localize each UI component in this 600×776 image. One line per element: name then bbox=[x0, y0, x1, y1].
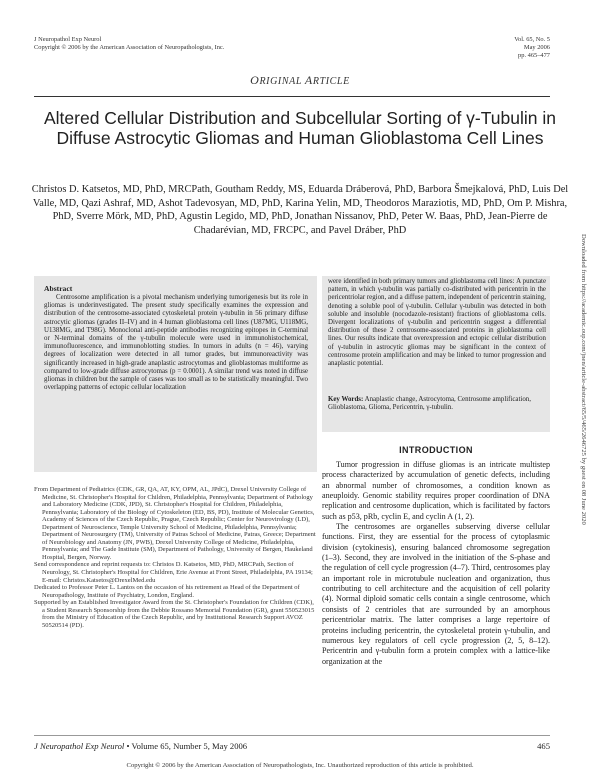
header-copyright: Copyright © 2006 by the American Association of Neuropathologists, Inc. bbox=[34, 44, 225, 51]
affiliations-footnote bbox=[34, 486, 317, 629]
footer-rule bbox=[34, 735, 550, 736]
intro-paragraph-1: Tumor progression in diffuse gliomas is an intricate multistep process characterized by accumulation of genetic defects, including an abnormal number of chromosomes, a condition known as aneuploidy. Genomic stability requires proper coordination of DNA replication and centrosome duplication, which is facilitated by factors such as p53, pRb, cyclin E, and cyclin A (1, 2). bbox=[322, 460, 550, 521]
author-list: Christos D. Katsetos, MD, PhD, MRCPath, Goutham Reddy, MS, Eduarda Dráberová, PhD, Barbora Šmejkalová, PhD, Luis Del Valle, MD, Qazi Ashraf, MD, Ashot Tadevosyan, MD, PhD, Karina Yelin, MD, Theodoros Maraziotis, MD, PhD, Om P. Mishra, PhD, Sverre Mörk, MD, PhD, Agustin Legido, MD, PhD, Jonathan Nissanov, PhD, Peter W. Baas, PhD, Jean-Pierre de Chadarévian, MD, FRCPC, and Pavel Dráber, PhD bbox=[31, 184, 569, 236]
journal-abbrev: J Neuropathol Exp Neurol bbox=[34, 36, 102, 43]
footer-issue: • Volume 65, Number 5, May 2006 bbox=[126, 741, 248, 751]
article-title: Altered Cellular Distribution and Subcellular Sorting of γ-Tubulin in Diffuse Astrocytic Gliomas and Human Glioblastoma Cell Lines bbox=[44, 108, 556, 148]
abstract-text-right: were identified in both primary tumors and glioblastoma cell lines: A punctate pattern, in which γ-tubulin was partially co-distributed with pericentrin in the pericentriolar region, and a diffuse pattern, independent of pericentrin staining, denoting a soluble pool of γ-tubulin. Cellular γ-tubulin was detected in both soluble and insoluble (nocodazole-resistant) fractions of glioblastoma cells. Divergent localizations of γ-tubulin and pericentrin suggest a differential distribution of these 2 centrosome-associated proteins in glioblastoma cell lines. Our results indicate that overexpression and ectopic cellular distribution of γ-tubulin in astrocytic gliomas may be significant in the context of centrosome protein amplification and may be linked to tumor progression and anaplastic potential. bbox=[328, 278, 546, 368]
volume-issue: Vol. 65, No. 5 bbox=[514, 36, 550, 43]
footer-copyright: Copyright © 2006 by the American Association of Neuropathologists, Inc. Unauthorized reproduction of this article is prohibited. bbox=[126, 762, 474, 769]
running-header-right bbox=[514, 36, 550, 60]
introduction-heading: INTRODUCTION bbox=[399, 445, 473, 455]
introduction-body bbox=[322, 460, 550, 667]
footer-journal bbox=[34, 741, 247, 751]
issue-date: May 2006 bbox=[523, 44, 550, 51]
page-range: pp. 465–477 bbox=[518, 52, 550, 59]
abstract-box-right bbox=[322, 276, 550, 432]
running-header-left bbox=[34, 36, 224, 52]
correspondence-note: Send correspondence and reprint requests to: Christos D. Katsetos, MD, PhD, MRCPath, Section of Neurology, St. Christopher's Hospital for Children, Erie Avenue at Front Street, Philadelphia, PA 19134; E-mail: Christos.Katsetos@DrexelMed.edu bbox=[34, 561, 313, 584]
dedication-note: Dedicated to Professor Peter L. Lantos on the occasion of his retirement as Head of the Department of Neuropathology, Institute of Psychiatry, London, England. bbox=[34, 584, 300, 599]
footer-journal-name: J Neuropathol Exp Neurol bbox=[34, 741, 125, 751]
article-type bbox=[0, 73, 600, 88]
keywords-list: Anaplastic change, Astrocytoma, Centrosome amplification, Glioblastoma, Glioma, Pericentrin, γ-tubulin. bbox=[328, 396, 531, 412]
header-rule bbox=[34, 96, 550, 97]
affiliation-departments: From Department of Pediatrics (CDK, GR, QA, AT, KY, OPM, AL, JPdC), Drexel University College of Medicine, St. Christopher's Hospital for Children, Philadelphia, Pennsylvania; Department of Pathology and Laboratory Medicine (CDK, JPD), St. Christopher's Hospital for Children, Philadelphia, Pennsylvania; Laboratory of the Biology of Cytoskeleton (ED, BS, PD), Institute of Molecular Genetics, Academy of Sciences of the Czech Republic, Prague, Czech Republic; Center for Neurovirology (LD), Department of Neuroscience, Temple University School of Medicine, Philadelphia, Pennsylvania; Department of Neurosurgery (TM), University of Patras School of Medicine, Patras, Greece; Department of Neurobiology and Anatomy (JN, PWB), Drexel University College of Medicine, Philadelphia, Pennsylvania; and The Gade Institute (SM), Department of Pathology, University of Bergen, Haukeland Hospital, Bergen, Norway. bbox=[34, 486, 316, 561]
abstract-heading: Abstract bbox=[44, 284, 73, 293]
download-watermark: Downloaded from https://academic.oup.com/jnen/article-abstract/65/5/465/2646725 by guest on 08 June 2020 bbox=[580, 234, 587, 525]
intro-paragraph-2: The centrosomes are organelles subserving diverse cellular functions. First, they are essential for the process of cytoplasmic division (cytokinesis), ensuring balanced chromosome segregation (1–3). Second, they are involved in the initiation of the S-phase and the regulation of cell cycle progression (4–7). Third, centrosomes play an important role in microtubule nucleation and organization, thus contributing to cell architecture and the acquisition of cell polarity (4). Normal diploid somatic cells contain a single centrosome, which consists of 2 centrioles that are surrounded by an amorphous pericentriolar matrix. The latter comprises a large repertoire of proteins including pericentrin, the cytoskeletal protein γ-tubulin, and numerous key regulators of cell cycle progression (2, 5, 8–12). Pericentrin and γ-tubulin form a protein complex with a lattice-like organization at the bbox=[322, 522, 550, 666]
abstract-box-left bbox=[34, 276, 317, 472]
article-type-label: ORIGINAL ARTICLE bbox=[250, 73, 350, 87]
keywords bbox=[328, 396, 546, 412]
funding-note: Supported by an Established Investigator Award from the St. Christopher's Foundation for Children (CDK), a Student Research Sponsorship from the Debbie Rossano Memorial Foundation (GR), grant 550523015 from the Ministry of Education of the Czech Republic, and by Institutional Research Support AVOZ 50520514 (PD). bbox=[34, 599, 315, 629]
page-number: 465 bbox=[537, 741, 550, 751]
abstract-text-left: Centrosome amplification is a pivotal mechanism underlying tumorigenesis but its role in gliomas is underinvestigated. The present study specifically examines the expression and distribution of the centrosome-associated cytoskeletal protein γ-tubulin in 56 primary diffuse astrocytic gliomas (grades II–IV) and in 4 human glioblastoma cell lines (U87MG, U118MG, U138MG, and T98G). Monoclonal anti-peptide antibodies recognizing epitopes in C-terminal or N-terminal domains of the γ-tubulin molecule were used in immunohistochemical, immunofluorescence, and immunoblotting studies. In tumors in adults (n = 46), varying degrees of localization were detected in all tumor grades, but immunoreactivity was significantly increased in high-grade anaplastic astrocytomas and glioblastomas multiforme as compared to low-grade diffuse astrocytomas (p = 0.0001). A similar trend was noted in diffuse gliomas in children but the sample of cases was too small as to be statistically meaningful. Two overlapping patterns of ectopic cellular localization bbox=[44, 294, 308, 392]
keywords-label: Key Words: bbox=[328, 396, 364, 403]
